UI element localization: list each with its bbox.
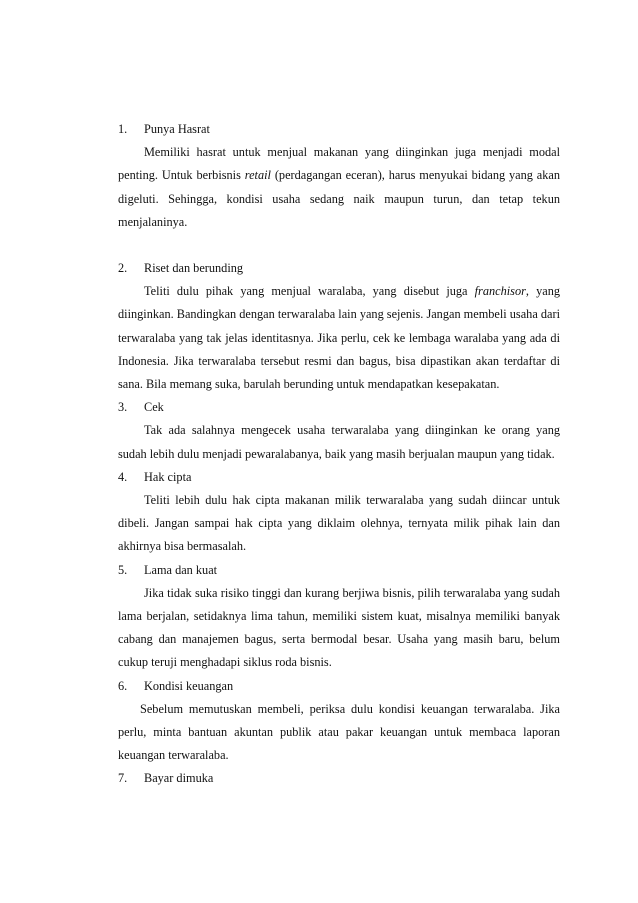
list-item-heading: [118, 559, 560, 582]
italic-term: retail: [244, 168, 271, 183]
list-item: [118, 257, 560, 396]
item-paragraph-text: Jika tidak suka risiko tinggi dan kurang berjiwa bisnis, pilih terwaralaba yang sudah lama berjalan, setidaknya lima tahun, memiliki sistem kuat, misalnya memiliki banyak cabang dan manajemen bagus, serta bermodal besar. Usaha yang masih baru, belum cukup teruji menghadapi siklus roda bisnis.: [118, 585, 560, 670]
item-paragraph: [118, 419, 560, 465]
item-number: 4.: [118, 469, 128, 484]
item-number: 6.: [118, 678, 128, 693]
item-paragraph-text: Tak ada salahnya mengecek usaha terwaralaba yang diinginkan ke orang yang sudah lebih dulu menjadi pewaralabanya, baik yang masih berjualan maupun yang tidak.: [118, 423, 560, 461]
item-number: 1.: [118, 122, 128, 136]
list-item-heading: [118, 466, 560, 489]
list-item-heading: [118, 396, 560, 419]
document-content: [118, 118, 560, 791]
item-title: Punya Hasrat: [144, 122, 210, 136]
item-paragraph-text: Teliti lebih dulu hak cipta makanan milik terwaralaba yang sudah diincar untuk dibeli. Jangan sampai hak cipta yang diklaim olehnya, ternyata milik pihak lain dan akhirnya bisa bermasalah.: [118, 492, 560, 554]
list-item-heading: [118, 675, 560, 698]
list-item-heading: [118, 118, 560, 141]
item-number: 2.: [118, 261, 128, 275]
item-paragraph: [118, 489, 560, 559]
item-title: Hak cipta: [144, 469, 192, 484]
item-paragraph-text: Teliti dulu pihak yang menjual waralaba, yang disebut juga franchisor, yang diinginkan. Bandingkan dengan terwaralaba lain yang sejenis. Jangan membeli usaha dari terwaralaba yang tak jelas identitasnya. Jika perlu, cek ke lembaga waralaba yang ada di Indonesia. Jika terwaralaba tersebut resmi dan bagus, bisa dipastikan akan terdaftar di sana. Bila memang suka, barulah berunding untuk mendapatkan kesepakatan.: [118, 284, 560, 391]
item-paragraph-text: Memiliki hasrat untuk menjual makanan yang diinginkan juga menjadi modal penting. Untuk berbisnis retail (perdagangan eceran), harus menyukai bidang yang akan digeluti. Sehingga, kondisi usaha sedang naik maupun turun, dan tetap tekun menjalaninya.: [118, 145, 561, 229]
item-number: 5.: [118, 562, 128, 577]
italic-term: franchisor: [474, 284, 526, 299]
list-item: [118, 559, 560, 675]
item-paragraph: [118, 280, 560, 396]
list-item: [118, 767, 560, 790]
list-item: [118, 466, 560, 559]
list-item-heading: [118, 257, 560, 280]
item-paragraph: [118, 698, 560, 768]
item-title: Lama dan kuat: [144, 562, 218, 577]
item-title: Kondisi keuangan: [144, 678, 234, 693]
item-paragraph-text: Sebelum memutuskan membeli, periksa dulu kondisi keuangan terwaralaba. Jika perlu, minta bantuan akuntan publik atau pakar keuangan untuk membaca laporan keuangan terwaralaba.: [118, 701, 560, 763]
item-title: Riset dan berunding: [144, 261, 244, 275]
item-paragraph: [118, 141, 560, 234]
list-item-heading: [118, 767, 560, 790]
item-number: 7.: [118, 771, 128, 786]
list-item: [118, 396, 560, 466]
item-paragraph: [118, 582, 560, 675]
list-item: [118, 118, 560, 234]
item-title: Bayar dimuka: [144, 771, 214, 786]
item-number: 3.: [118, 400, 128, 415]
list-item: [118, 675, 560, 768]
item-title: Cek: [144, 400, 164, 415]
